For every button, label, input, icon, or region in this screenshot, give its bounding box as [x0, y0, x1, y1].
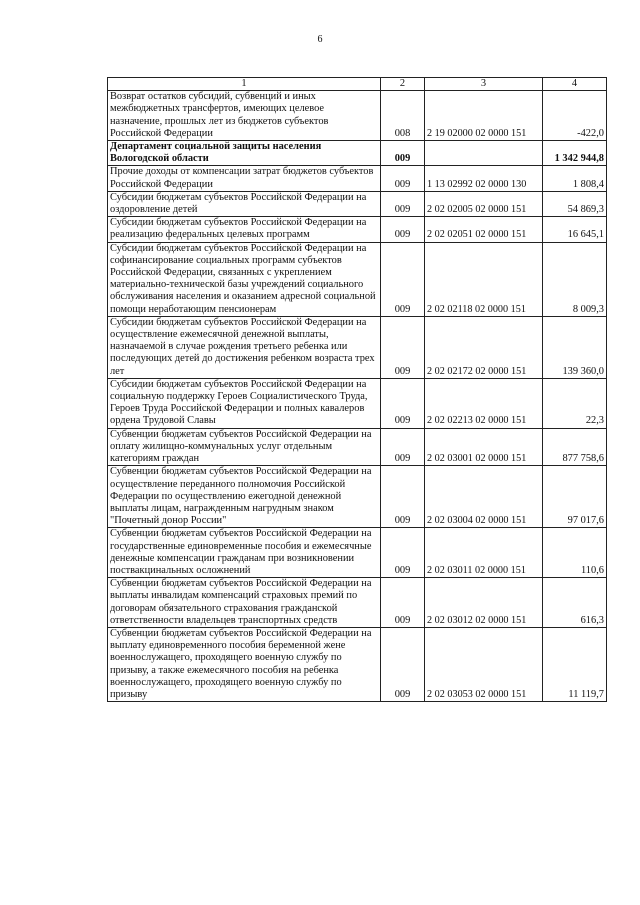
budget-classification-code-cell: 2 02 03001 02 0000 151: [425, 428, 543, 466]
budget-classification-code-cell: 2 02 03004 02 0000 151: [425, 466, 543, 528]
description-cell: Субсидии бюджетам субъектов Российской Федерации на осуществление ежемесячной денежной выплаты, назначаемой в случае рождения третьего ребенка или последующих детей до достижения ребенком возраста трех лет: [108, 316, 381, 378]
amount-cell: 16 645,1: [543, 217, 607, 242]
administrator-code-cell: 009: [381, 141, 425, 166]
column-header-4: 4: [543, 78, 607, 91]
administrator-code-cell: 008: [381, 91, 425, 141]
administrator-code-cell: 009: [381, 316, 425, 378]
revenue-table: [107, 77, 607, 702]
amount-cell: 22,3: [543, 378, 607, 428]
budget-classification-code-cell: 2 02 02172 02 0000 151: [425, 316, 543, 378]
description-cell: Субсидии бюджетам субъектов Российской Федерации на софинансирование социальных программ субъектов Российской Федерации, связанных с укреплением материально-технической базы учреждений социального обслуживания населения и оказанием адресной социальной помощи неработающим пенсионерам: [108, 242, 381, 316]
administrator-code-cell: 009: [381, 528, 425, 578]
budget-classification-code-cell: 2 02 02118 02 0000 151: [425, 242, 543, 316]
table-row: [108, 316, 607, 378]
description-cell: Субвенции бюджетам субъектов Российской Федерации на государственные единовременные пособия и ежемесячные денежные компенсации гражданам при возникновении поствакцинальных осложнений: [108, 528, 381, 578]
table-row: [108, 528, 607, 578]
column-header-1: 1: [108, 78, 381, 91]
amount-cell: 54 869,3: [543, 191, 607, 216]
table-row: [108, 191, 607, 216]
amount-cell: 1 342 944,8: [543, 141, 607, 166]
administrator-code-cell: 009: [381, 242, 425, 316]
column-header-2: 2: [381, 78, 425, 91]
table-row: [108, 217, 607, 242]
table-row: [108, 242, 607, 316]
budget-classification-code-cell: 2 02 02005 02 0000 151: [425, 191, 543, 216]
amount-cell: 139 360,0: [543, 316, 607, 378]
amount-cell: 1 808,4: [543, 166, 607, 191]
administrator-code-cell: 009: [381, 466, 425, 528]
budget-classification-code-cell: [425, 141, 543, 166]
table-row: [108, 378, 607, 428]
budget-classification-code-cell: 2 02 03012 02 0000 151: [425, 578, 543, 628]
budget-classification-code-cell: 2 02 02213 02 0000 151: [425, 378, 543, 428]
administrator-code-cell: 009: [381, 578, 425, 628]
amount-cell: 877 758,6: [543, 428, 607, 466]
column-header-3: 3: [425, 78, 543, 91]
budget-classification-code-cell: 2 02 03053 02 0000 151: [425, 627, 543, 701]
budget-classification-code-cell: 2 02 03011 02 0000 151: [425, 528, 543, 578]
table-row: [108, 91, 607, 141]
administrator-code-cell: 009: [381, 378, 425, 428]
amount-cell: 97 017,6: [543, 466, 607, 528]
description-cell: Субвенции бюджетам субъектов Российской Федерации на выплату единовременного пособия беременной жене военнослужащего, проходящего военную службу по призыву, а также ежемесячного пособия на ребенка военнослужащего, проходящего военную службу по призыву: [108, 627, 381, 701]
table-row: [108, 578, 607, 628]
description-cell: Субвенции бюджетам субъектов Российской Федерации на выплаты инвалидам компенсаций страховых премий по договорам обязательного страхования гражданской ответственности владельцев транспортных средств: [108, 578, 381, 628]
description-cell: Прочие доходы от компенсации затрат бюджетов субъектов Российской Федерации: [108, 166, 381, 191]
administrator-code-cell: 009: [381, 217, 425, 242]
table-row: [108, 141, 607, 166]
budget-classification-code-cell: 2 19 02000 02 0000 151: [425, 91, 543, 141]
administrator-code-cell: 009: [381, 191, 425, 216]
description-cell: Субвенции бюджетам субъектов Российской Федерации на оплату жилищно-коммунальных услуг отдельным категориям граждан: [108, 428, 381, 466]
table-row: [108, 428, 607, 466]
amount-cell: 110,6: [543, 528, 607, 578]
budget-classification-code-cell: 1 13 02992 02 0000 130: [425, 166, 543, 191]
budget-classification-code-cell: 2 02 02051 02 0000 151: [425, 217, 543, 242]
amount-cell: 11 119,7: [543, 627, 607, 701]
table-body: [108, 91, 607, 702]
description-cell: Департамент социальной защиты населения Вологодской области: [108, 141, 381, 166]
description-cell: Субсидии бюджетам субъектов Российской Федерации на социальную поддержку Героев Социалистического Труда, Героев Труда Российской Федерации и полных кавалеров ордена Трудовой Славы: [108, 378, 381, 428]
description-cell: Субсидии бюджетам субъектов Российской Федерации на реализацию федеральных целевых программ: [108, 217, 381, 242]
table-row: [108, 627, 607, 701]
table-row: [108, 466, 607, 528]
administrator-code-cell: 009: [381, 627, 425, 701]
amount-cell: 616,3: [543, 578, 607, 628]
administrator-code-cell: 009: [381, 166, 425, 191]
page-number: 6: [317, 34, 323, 45]
table-row: [108, 166, 607, 191]
description-cell: Субвенции бюджетам субъектов Российской Федерации на осуществление переданного полномочия Российской Федерации по осуществлению ежегодной денежной выплаты лицам, награжденным нагрудным знаком "Почетный донор России": [108, 466, 381, 528]
amount-cell: -422,0: [543, 91, 607, 141]
amount-cell: 8 009,3: [543, 242, 607, 316]
description-cell: Субсидии бюджетам субъектов Российской Федерации на оздоровление детей: [108, 191, 381, 216]
administrator-code-cell: 009: [381, 428, 425, 466]
table-header-row: [108, 78, 607, 91]
description-cell: Возврат остатков субсидий, субвенций и иных межбюджетных трансфертов, имеющих целевое назначение, прошлых лет из бюджетов субъектов Российской Федерации: [108, 91, 381, 141]
